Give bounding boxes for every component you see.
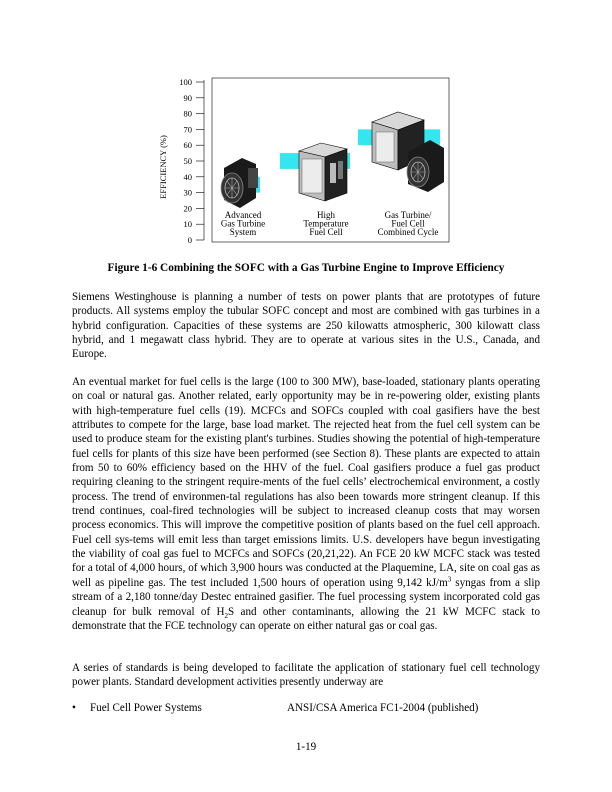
y-tick-label: 20 (183, 203, 192, 214)
subscript-2: 2 (224, 611, 229, 620)
efficiency-chart (150, 72, 455, 252)
system-label-line: Temperature (303, 218, 349, 229)
paragraph-market-part-b: syngas from a slip stream of a 2,180 tonne/day Destec entrained gasifier. The fuel processing system incorporated cold gas cleanup for bulk removal of H (72, 576, 541, 618)
fuel-cell-illustration (299, 143, 347, 201)
y-tick-label: 0 (187, 235, 192, 245)
bullet-item-label: Fuel Cell Power Systems (90, 702, 202, 714)
combined-cycle-illustration (372, 112, 444, 192)
paragraph-market (72, 375, 540, 633)
y-axis-label: EFFICIENCY (%) (158, 135, 168, 199)
system-label-line: Advanced (224, 210, 262, 220)
bullet-item (72, 702, 540, 717)
figure-caption: Figure 1-6 Combining the SOFC with a Gas Turbine Engine to Improve Efficiency (107, 262, 505, 274)
system-label-line: Combined Cycle (377, 227, 439, 237)
y-tick-label: 80 (183, 108, 192, 119)
system-label-line: Gas Turbine/ (384, 210, 432, 220)
bullet-item-standard: ANSI/CSA America FC1-2004 (published) (287, 702, 479, 714)
system-label-line: Gas Turbine (220, 218, 266, 229)
y-tick-label: 10 (183, 219, 192, 230)
system-label-line: High (317, 210, 335, 220)
y-tick-label: 100 (179, 77, 192, 87)
system-label-line: Fuel Cell (309, 227, 343, 237)
y-tick-label: 60 (183, 140, 192, 151)
paragraph-standards: A series of standards is being developed to facilitate the application of stationary fuel cell technology power plants. Standard development activities presently underway are (72, 662, 540, 689)
superscript-3: 3 (447, 575, 452, 584)
system-label-line: Fuel Cell (391, 218, 425, 229)
y-tick-label: 30 (183, 187, 192, 198)
efficiency-figure (150, 72, 455, 252)
page-number: 1-19 (295, 741, 317, 753)
y-tick-label: 50 (183, 156, 192, 166)
y-tick-label: 70 (183, 124, 192, 135)
paragraph-siemens: Siemens Westinghouse is planning a number of tests on power plants that are prototypes of future products. All systems employ the tubular SOFC concept and most are combined with gas turbines in a hybrid configuration. Capacities of these systems are 250 kilowatts atmospheric, 300 kilowatt class hybrid, and 1 megawatt class hybrid. They are to operate at various sites in the U.S., Canada, and Europe. (72, 291, 540, 361)
y-tick-label: 90 (183, 92, 192, 103)
paragraph-market-part-a: An eventual market for fuel cells is the large (100 to 300 MW), base-loaded, stationary plants operating on coal or natural gas. Another related, early opportunity may be in re-powering older, existing plants with high-temperature fuel cells (19). MCFCs and SOFCs coupled with coal gasifiers have the best attributes to compete for the large, base load market. The rejected heat from the fuel cell system can be used to produce steam for the existing plant's turbines. Studies showing the potential of high-temperature fuel cells for plants of this size have been performed (see Section 8). These plants are expected to attain from 50 to 60% efficiency based on the HHV of the fuel. Coal gasifiers produce a fuel gas product requiring cleaning to the stringent require-ments of the fuel cells’ electrochemical environment, a costly process. The trend of environmen-tal regulations has also been towards more stringent cleanup. If this trend continues, coal-fired technologies will be subject to increased cleanup costs that may worsen process economics. This will improve the competitive position of plants based on the fuel cell approach. Fuel cell sys-tems will emit less than target emissions limits. U.S. developers have begun investigating the viability of coal gas fuel to MCFCs and SOFCs (20,21,22). An FCE 20 kW MCFC stack was tested for a total of 4,000 hours, of which 3,900 hours was conducted at the Plaquemine, LA, site on coal gas as well as pipeline gas. The test included 1,500 hours of operation using 9,142 kJ/m (72, 376, 540, 589)
bullet-icon: • (72, 702, 76, 714)
paragraph-market-part-c: S and other contaminants, allowing the 21 kW MCFC stack to demonstrate that the FCE technology can operate on either natural gas or coal gas. (72, 605, 541, 632)
gas-turbine-illustration (221, 158, 258, 208)
system-label-line: System (229, 227, 257, 237)
y-tick-label: 40 (183, 171, 192, 182)
